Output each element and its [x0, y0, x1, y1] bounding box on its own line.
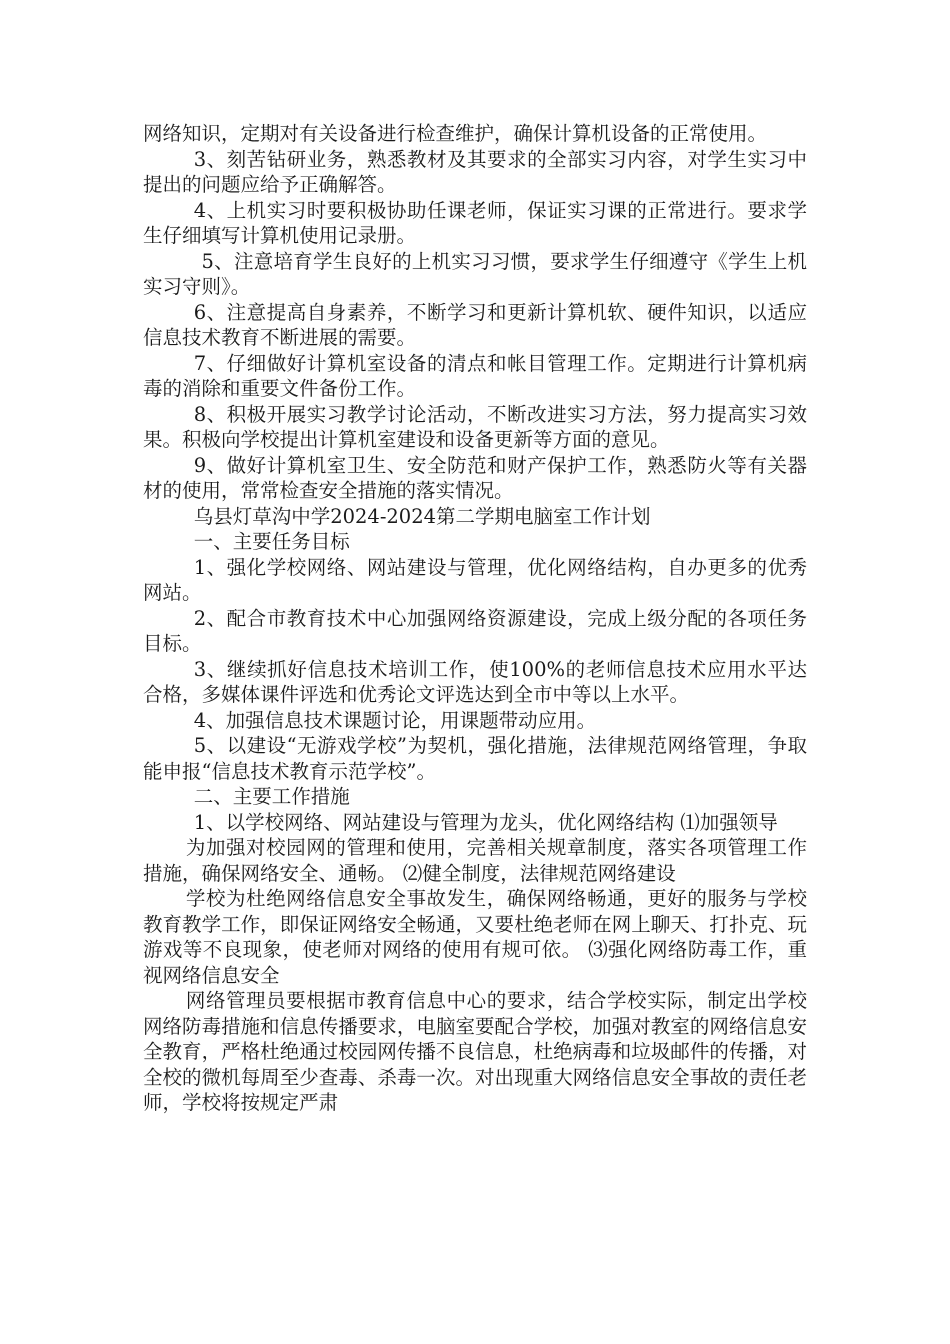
heading-main-measures: 二、主要工作措施 — [193, 785, 350, 808]
measure-paragraph-network-safety: 学校为杜绝网络信息安全事故发生，确保网络畅通，更好的服务与学校教育教学工作，即保证网络安全畅通，又要杜绝老师在网上聊天、打扑克、玩游戏等不良现象，使老师对网络的使用有规可依。 ⑶强化网络防毒工作，重视网络信息安全 — [143, 887, 807, 987]
document-body — [143, 121, 807, 1116]
heading-main-goals: 一、主要任务目标 — [193, 530, 350, 553]
paragraph-item-5: 5、注意培育学生良好的上机实习习惯，要求学生仔细遵守《学生上机实习守则》。 — [143, 249, 807, 298]
goal-item-5: 5、以建设“无游戏学校”为契机，强化措施，法律规范网络管理，争取能申报“信息技术教育示范学校”。 — [143, 734, 807, 783]
measure-paragraph-network-management: 为加强对校园网的管理和使用，完善相关规章制度，落实各项管理工作措施，确保网络安全、通畅。 ⑵健全制度，法律规范网络建设 — [143, 836, 807, 885]
paragraph-item-9: 9、做好计算机室卫生、安全防范和财产保护工作，熟悉防火等有关器材的使用，常常检查安全措施的落实情况。 — [143, 453, 807, 502]
paragraph-continuation: 网络知识，定期对有关设备进行检查维护，确保计算机设备的正常使用。 — [143, 122, 768, 145]
measure-paragraph-antivirus: 网络管理员要根据市教育信息中心的要求，结合学校实际，制定出学校网络防毒措施和信息传播要求，电脑室要配合学校，加强对教室的网络信息安全教育，严格杜绝通过校园网传播不良信息，杜绝病毒和垃圾邮件的传播，对全校的微机每周至少查毒、杀毒一次。对出现重大网络信息安全事故的责任老师，学校将按规定严肃 — [143, 989, 807, 1114]
paragraph-item-3: 3、刻苦钻研业务，熟悉教材及其要求的全部实习内容，对学生实习中提出的问题应给予正确解答。 — [143, 147, 807, 196]
goal-item-3: 3、继续抓好信息技术培训工作，使100%的老师信息技术应用水平达合格，多媒体课件评选和优秀论文评选达到全市中等以上水平。 — [143, 657, 807, 706]
goal-item-4: 4、加强信息技术课题讨论，用课题带动应用。 — [193, 708, 597, 732]
paragraph-item-6: 6、注意提高自身素养，不断学习和更新计算机软、硬件知识，以适应信息技术教育不断进展的需要。 — [143, 300, 807, 349]
paragraph-item-8: 8、积极开展实习教学讨论活动，不断改进实习方法，努力提高实习效果。积极向学校提出计算机室建设和设备更新等方面的意见。 — [143, 402, 807, 451]
paragraph-item-7: 7、仔细做好计算机室设备的清点和帐目管理工作。定期进行计算机病毒的消除和重要文件备份工作。 — [143, 351, 807, 400]
goal-item-1: 1、强化学校网络、网站建设与管理，优化网络结构，自办更多的优秀网站。 — [143, 555, 807, 604]
section-title: 乌县灯草沟中学2024-2024第二学期电脑室工作计划 — [193, 504, 651, 528]
goal-item-2: 2、配合市教育技术中心加强网络资源建设，完成上级分配的各项任务目标。 — [143, 606, 807, 655]
measure-item-1: 1、以学校网络、网站建设与管理为龙头，优化网络结构 ⑴加强领导 — [193, 810, 778, 834]
paragraph-item-4: 4、上机实习时要积极协助任课老师，保证实习课的正常进行。要求学生仔细填写计算机使用记录册。 — [143, 198, 807, 247]
